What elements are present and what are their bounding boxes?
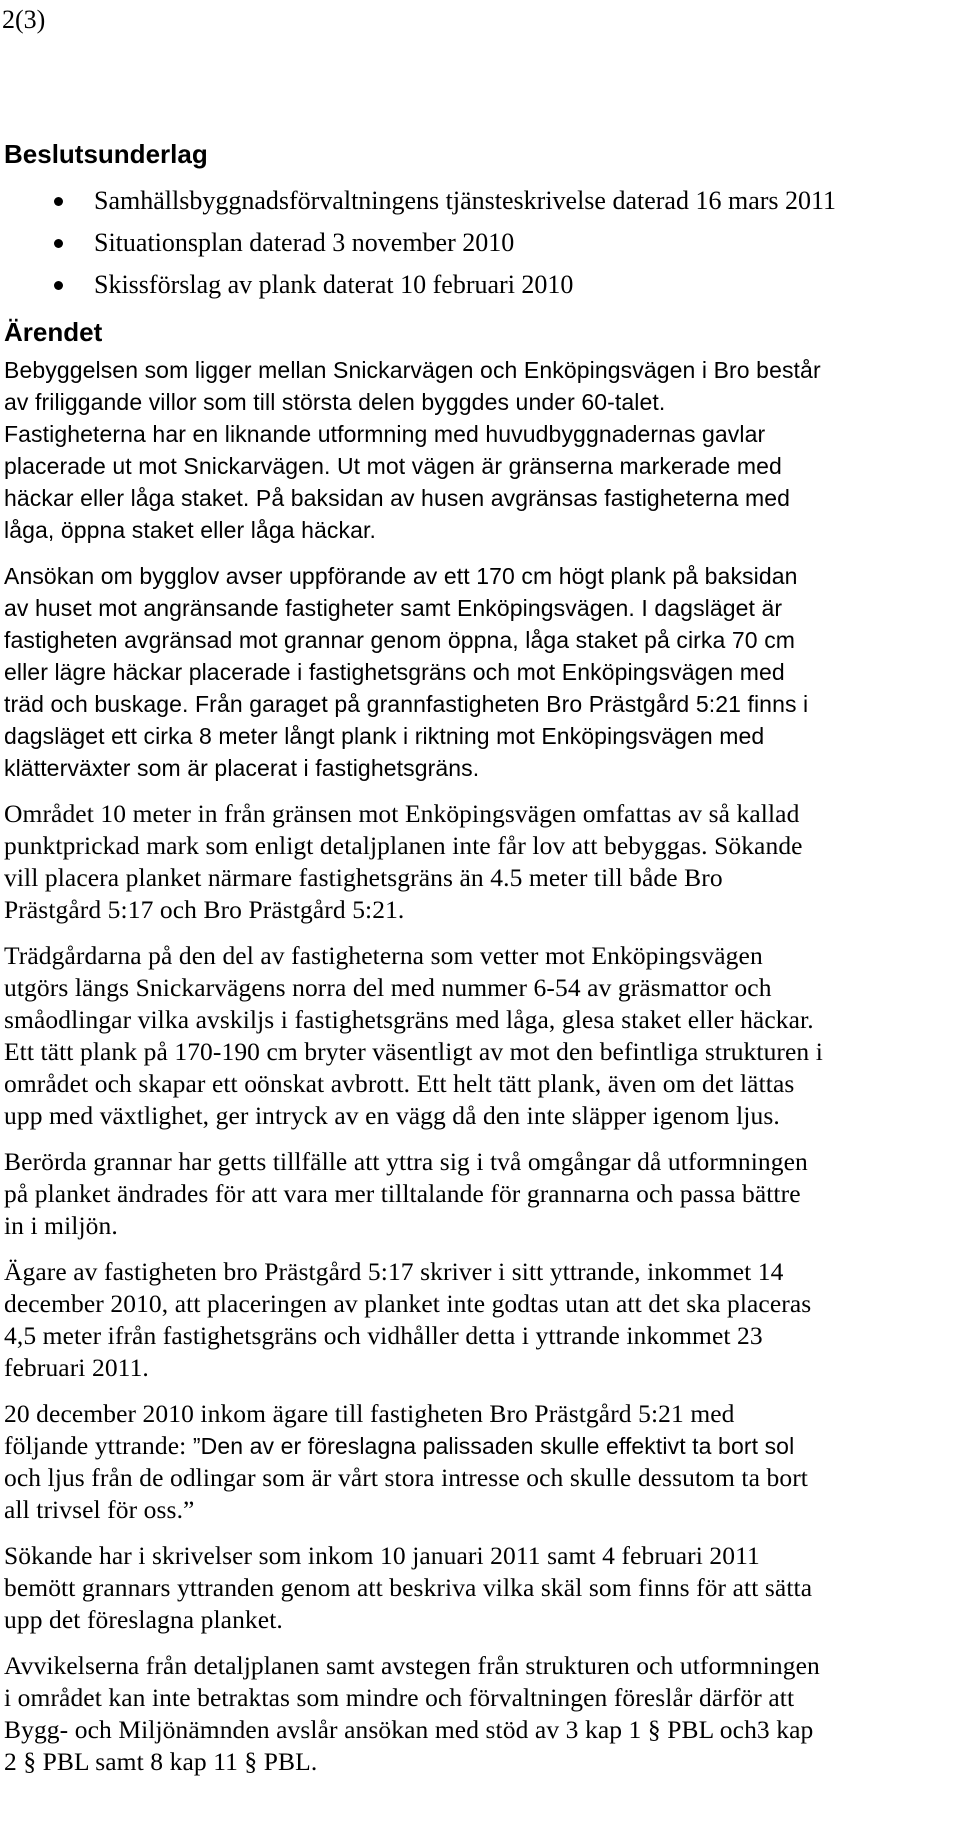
list-item: Samhällsbyggnadsförvaltningens tjänsteskrivelse daterad 16 mars 2011 [4,180,956,222]
document-body [4,138,956,1778]
paragraph-owner-5-17: Ägare av fastigheten bro Prästgård 5:17 skriver i sitt yttrande, inkommet 14 december 2010, att placeringen av planket inte godtas utan att det ska placeras 4,5 meter ifrån fastighetsgräns och vidhåller detta i yttrande inkommet 23 februari 2011. [4,1257,812,1382]
paragraph-gardens: Trädgårdarna på den del av fastigheterna som vetter mot Enköpingsvägen utgörs längs Snickarvägens norra del med nummer 6-54 av gräsmattor och småodlingar vilka avskiljs i fastighetsgräns med låga, glesa staket eller häckar. Ett tätt plank på 170-190 cm bryter väsentligt av mot den befintliga strukturen i området och skapar ett oönskat avbrott. Ett helt tätt plank, även om det lättas upp med växtlighet, ger intryck av en vägg då den inte släpper igenom ljus. [4,941,823,1130]
decision-basis-list [4,180,956,306]
paragraph-owner-5-21: 20 december 2010 inkom ägare till fastigheten Bro Prästgård 5:21 med följande yttrande: ”Den av er föreslagna palissaden skulle effektivt ta bort sol och ljus från de odlingar som är vårt stora intresse och skulle dessutom ta bort all trivsel för oss.” [4,1399,808,1524]
heading-matter: Ärendet [4,317,103,347]
bullet-icon [54,197,63,206]
paragraph-conclusion: Avvikelserna från detaljplanen samt avstegen från strukturen och utformningen i området kan inte betraktas som mindre och förvaltningen föreslår därför att Bygg- och Miljönämnden avslår ansökan med stöd av 3 kap 1 § PBL och3 kap 2 § PBL samt 8 kap 11 § PBL. [4,1651,820,1776]
bullet-icon [54,281,63,290]
paragraph-neighbours: Berörda grannar har getts tillfälle att yttra sig i två omgångar då utformningen på planket ändrades för att vara mer tilltalande för grannarna och passa bättre in i miljön. [4,1147,808,1240]
paragraph-applicant-response: Sökande har i skrivelser som inkom 10 januari 2011 samt 4 februari 2011 bemött grannars yttranden genom att beskriva vilka skäl som finns för att sätta upp det föreslagna planket. [4,1541,813,1634]
paragraph-background: Bebyggelsen som ligger mellan Snickarvägen och Enköpingsvägen i Bro består av friliggande villor som till största delen byggdes under 60-talet. Fastigheterna har en liknande utformning med huvudbyggnadernas gavlar placerade ut mot Snickarvägen. Ut mot vägen är gränserna markerade med häckar eller låga staket. På baksidan av husen avgränsas fastigheterna med låga, öppna staket eller låga häckar. [4,357,821,543]
page-number: 2(3) [2,5,46,34]
heading-decision-basis: Beslutsunderlag [4,139,208,169]
list-item: Skissförslag av plank daterat 10 februari 2010 [4,264,956,306]
paragraph-zoning: Området 10 meter in från gränsen mot Enköpingsvägen omfattas av så kallad punktprickad mark som enligt detaljplanen inte får lov att bebyggas. Sökande vill placera planket närmare fastighetsgräns än 4.5 meter till både Bro Prästgård 5:17 och Bro Prästgård 5:21. [4,799,803,924]
bullet-icon [54,239,63,248]
paragraph-application: Ansökan om bygglov avser uppförande av ett 170 cm högt plank på baksidan av huset mot angränsande fastigheter samt Enköpingsvägen. I dagsläget är fastigheten avgränsad mot grannar genom öppna, låga staket på cirka 70 cm eller lägre häckar placerade i fastighetsgräns och mot Enköpingsvägen med träd och buskage. Från garaget på grannfastigheten Bro Prästgård 5:21 finns i dagsläget ett cirka 8 meter långt plank i riktning mot Enköpingsvägen med klätterväxter som är placerat i fastighetsgräns. [4,563,809,781]
quote-text: ”Den av er föreslagna palissaden skulle effektivt ta bort sol [192,1433,795,1459]
list-item: Situationsplan daterad 3 november 2010 [4,222,956,264]
